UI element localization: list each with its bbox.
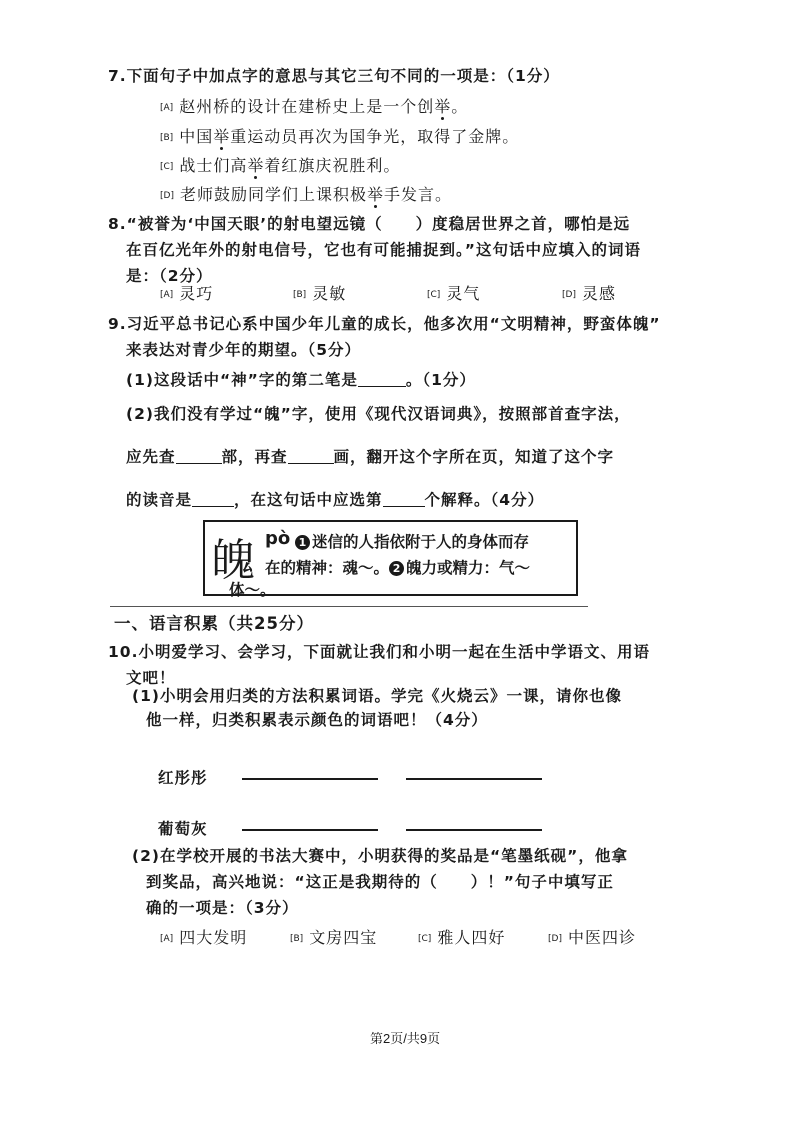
q10-sub2-line2: 到奖品，高兴地说：“这正是我期待的（ ）！”句子中填写正 [146, 873, 614, 891]
option-tag: [C] [160, 162, 174, 172]
q7-option-c: [C] 战士们高举着红旗庆祝胜利。 [160, 156, 401, 175]
section-title: 一、语言积累（共25分） [114, 614, 314, 633]
q7-stem: 7.下面句子中加点字的意思与其它三句不同的一项是：（1分） [108, 67, 560, 85]
dictionary-definition-2: 在的精神：魂～。 2 魄力或精力：气～ [265, 559, 531, 577]
q9-sub2-line1: (2)我们没有学过“魄”字，使用《现代汉语词典》，按照部首查字法， [126, 405, 631, 423]
q8-option-d: [D] 灵感 [562, 284, 616, 303]
section-divider [110, 606, 588, 607]
q8-option-a: [A] 灵巧 [160, 284, 214, 303]
answer-line[interactable] [406, 778, 542, 780]
answer-blank[interactable] [288, 463, 334, 464]
q10-sub1-line1: (1)小明会用归类的方法积累词语。学完《火烧云》一课，请你也像 [132, 687, 622, 705]
answer-line[interactable] [242, 829, 378, 831]
q7-option-a: [A] 赵州桥的设计在建桥史上是一个创举。 [160, 97, 469, 116]
answer-blank[interactable] [383, 506, 425, 507]
answer-blank[interactable] [192, 506, 234, 507]
answer-blank[interactable] [358, 386, 406, 387]
q7-option-b: [B] 中国举重运动员再次为国争光，取得了金牌。 [160, 127, 520, 146]
dictionary-pinyin: pò [265, 528, 291, 549]
dictionary-headword: 魄 [211, 535, 255, 586]
q9-sub2-line3: 的读音是 ，在这句话中应选第 个解释。（4分） [126, 491, 545, 509]
q8-option-c: [C] 灵气 [427, 284, 481, 303]
q10-sub2-line3: 确的一项是：（3分） [146, 899, 299, 917]
answer-blank[interactable] [176, 463, 222, 464]
answer-line[interactable] [242, 778, 378, 780]
q10-word-2: 葡萄灰 [158, 820, 208, 838]
option-tag: [A] [160, 103, 174, 113]
q7-option-d: [D] 老师鼓励同学们上课积极举手发言。 [160, 185, 452, 204]
q8-option-b: [B] 灵敏 [293, 284, 347, 303]
q10-sub2-line1: (2)在学校开展的书法大赛中，小明获得的奖品是“笔墨纸砚”，他拿 [132, 847, 628, 865]
q8-stem-line3: 是：（2分） [126, 267, 213, 285]
page-number: 第2页/共9页 [370, 1031, 441, 1046]
dictionary-definition-2-cont: 体～。 [229, 581, 276, 599]
q10-word-1: 红彤彤 [158, 769, 208, 787]
option-tag: [B] [160, 133, 174, 143]
answer-line[interactable] [406, 829, 542, 831]
q9-sub1: (1)这段话中“神”字的第二笔是 。（1分） [126, 371, 476, 389]
q10-stem-line2: 文吧！ [126, 669, 176, 687]
q9-stem-line1: 9.习近平总书记心系中国少年儿童的成长，他多次用“文明精神，野蛮体魄” [108, 315, 661, 333]
option-tag: [D] [160, 191, 174, 201]
q9-stem-line2: 来表达对青少年的期望。（5分） [126, 341, 362, 359]
dictionary-definition-1: 1 迷信的人指依附于人的身体而存 [295, 530, 529, 552]
q10-option-a: [A] 四大发明 [160, 928, 248, 947]
q10-option-d: [D] 中医四诊 [548, 928, 636, 947]
q9-sub2-line2: 应先查 部，再查 画，翻开这个字所在页，知道了这个字 [126, 448, 615, 466]
q10-stem-line1: 10.小明爱学习、会学习，下面就让我们和小明一起在生活中学语文、用语 [108, 643, 650, 661]
q10-option-b: [B] 文房四宝 [290, 928, 378, 947]
dictionary-entry-box [203, 520, 578, 599]
q10-option-c: [C] 雅人四好 [418, 928, 506, 947]
q8-stem-line1: 8.“被誉为‘中国天眼’的射电望远镜（ ）度稳居世界之首，哪怕是远 [108, 215, 631, 233]
q10-sub1-line2: 他一样，归类积累表示颜色的词语吧！（4分） [146, 711, 488, 729]
q8-stem-line2: 在百亿光年外的射电信号，它也有可能捕捉到。”这句话中应填入的词语 [126, 241, 641, 259]
